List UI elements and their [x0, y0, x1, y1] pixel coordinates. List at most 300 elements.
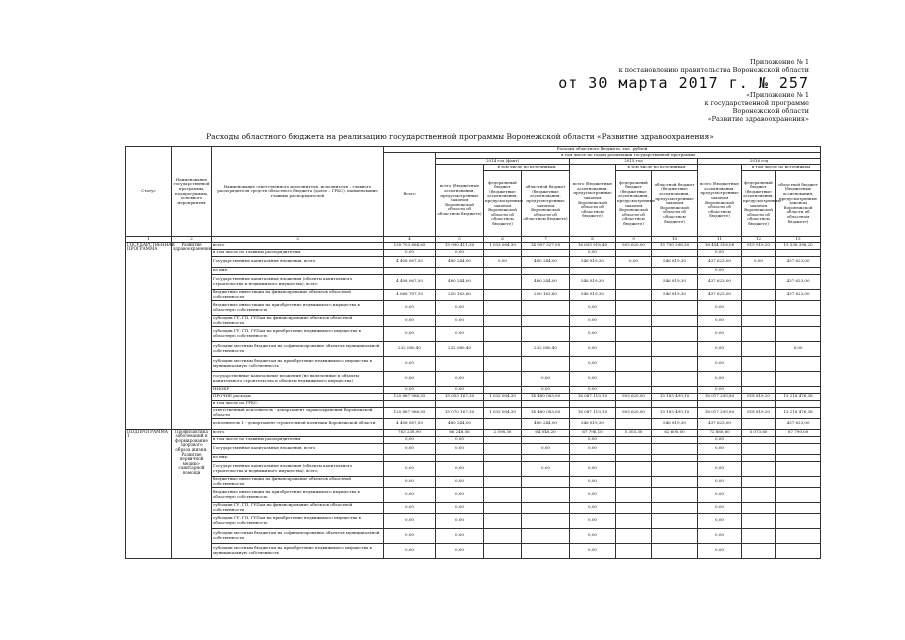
row-value	[522, 528, 570, 543]
table-row	[126, 326, 821, 341]
row-value: 62 600,00	[652, 429, 698, 436]
row-value	[742, 300, 776, 315]
row-value	[776, 400, 821, 407]
row-value: 546 819,30	[570, 274, 616, 289]
table-row	[126, 256, 821, 267]
row-executor: ответственный исполнитель - департамент здравоохранения Воронежской области	[212, 407, 384, 418]
head-2015-regional: областной бюджет (бюджетные ассигнования, предусмотренные законом Воронежской области об областном бюджете)	[652, 171, 698, 237]
row-executor: из них:	[212, 267, 384, 274]
row-executor: Государственные капитальные вложения, всего	[212, 443, 384, 454]
row-value	[698, 454, 742, 461]
row-status: ГОСУДАРСТВЕННАЯ ПРОГРАММА	[126, 242, 172, 429]
row-value: 0,00	[698, 543, 742, 558]
row-value: 0,00	[742, 256, 776, 267]
row-value	[652, 400, 698, 407]
row-value	[484, 326, 522, 341]
row-value: 0,00	[570, 487, 616, 502]
row-value	[484, 543, 522, 558]
head-2015-federal: федеральный бюджет (бюджетные ассигнования, предусмотренные законом Воронежской области об областном бюджете)	[616, 171, 652, 237]
row-program-name: Профилактика заболеваний и формирование здорового образа жизни. Развитие первичной медико-санитарной помощи	[172, 429, 212, 558]
row-value: 0,00	[570, 436, 616, 443]
row-value: 15 730 298,30	[652, 242, 698, 249]
row-value: 0,00	[570, 476, 616, 487]
row-value: 437 623,00	[698, 418, 742, 429]
row-value	[616, 443, 652, 454]
row-value: 0,00	[436, 476, 484, 487]
row-value	[616, 341, 652, 356]
table-row	[126, 502, 821, 513]
row-value: 903 620,00	[616, 407, 652, 418]
column-number: 9	[616, 237, 652, 243]
row-value	[522, 436, 570, 443]
table-row	[126, 513, 821, 528]
row-value	[616, 386, 652, 393]
row-value: 15 538 398,20	[776, 242, 821, 249]
row-value: 0,00	[616, 256, 652, 267]
row-value: 480 244,00	[436, 274, 484, 289]
table-row	[126, 476, 821, 487]
row-value: 0,00	[698, 487, 742, 502]
row-value	[652, 476, 698, 487]
row-value: 0,00	[436, 326, 484, 341]
row-value	[776, 436, 821, 443]
row-value	[776, 249, 821, 256]
row-value: 0,00	[436, 461, 484, 476]
row-value	[616, 513, 652, 528]
table-row	[126, 487, 821, 502]
row-value: 0,00	[384, 371, 436, 386]
row-value: 480 244,00	[522, 274, 570, 289]
row-value: 16 454 318,08	[698, 242, 742, 249]
row-value	[616, 461, 652, 476]
row-value: 0,00	[484, 256, 522, 267]
row-value	[484, 513, 522, 528]
row-executor: ПРОЧИЕ расходы	[212, 393, 384, 400]
row-value: 0,00	[698, 502, 742, 513]
table-row	[126, 267, 821, 274]
table-row	[126, 371, 821, 386]
row-value: 546 819,30	[652, 418, 698, 429]
row-value	[616, 274, 652, 289]
row-value	[652, 267, 698, 274]
table-row	[126, 242, 821, 249]
row-value: 4 408 067,50	[384, 274, 436, 289]
row-value	[384, 267, 436, 274]
row-value: 0,00	[384, 502, 436, 513]
row-value	[742, 249, 776, 256]
row-value	[570, 267, 616, 274]
row-executor: бюджетные инвестиции на финансирование объектов областной собственности	[212, 476, 384, 487]
row-value: 480 244,00	[436, 256, 484, 267]
row-value	[616, 528, 652, 543]
row-value: 67 790,00	[776, 429, 821, 436]
row-value: 0,00	[698, 315, 742, 326]
table-row	[126, 454, 821, 461]
row-value: 437 623,00	[698, 289, 742, 300]
row-value: 546 819,30	[570, 418, 616, 429]
row-value	[776, 371, 821, 386]
row-value	[742, 528, 776, 543]
row-value: 0,00	[776, 341, 821, 356]
row-value: 0,00	[698, 371, 742, 386]
table-row	[126, 274, 821, 289]
row-value: 0,00	[384, 386, 436, 393]
column-number: 3	[212, 237, 384, 243]
row-value	[616, 400, 652, 407]
row-value	[742, 487, 776, 502]
row-value: 0,00	[436, 300, 484, 315]
header-resolution	[619, 66, 809, 74]
row-value: 480 244,00	[436, 418, 484, 429]
row-value	[776, 315, 821, 326]
row-executor: всего	[212, 429, 384, 436]
row-value	[652, 249, 698, 256]
column-number: 6	[484, 237, 522, 243]
row-value: 0,00	[698, 356, 742, 371]
row-value	[616, 300, 652, 315]
row-value: 0,00	[436, 315, 484, 326]
row-value: 14 480 083,00	[522, 393, 570, 400]
row-value: 0,00	[384, 356, 436, 371]
table-row	[126, 386, 821, 393]
column-number: 1	[126, 237, 172, 243]
row-executor: всего	[212, 242, 384, 249]
row-executor: бюджетные инвестиции на финансирование объектов областной собственности	[212, 289, 384, 300]
row-value: 15 218 476,38	[776, 407, 821, 418]
row-value	[742, 315, 776, 326]
row-value: 16 633 918,40	[570, 242, 616, 249]
row-value: 5 073,60	[742, 429, 776, 436]
row-value: 437 623,00	[776, 418, 821, 429]
row-value	[522, 267, 570, 274]
column-number: 2	[172, 237, 212, 243]
row-value	[570, 400, 616, 407]
row-value: 0,00	[698, 249, 742, 256]
row-executor: из них:	[212, 454, 384, 461]
row-value	[776, 487, 821, 502]
table-row	[126, 528, 821, 543]
table-row	[126, 289, 821, 300]
row-value	[776, 326, 821, 341]
row-value: 0,00	[570, 443, 616, 454]
row-executor: в том числе по главным распорядителям	[212, 436, 384, 443]
row-value: 763 238,90	[384, 429, 436, 436]
row-value: 437 623,00	[698, 274, 742, 289]
row-value	[570, 454, 616, 461]
row-value	[776, 528, 821, 543]
row-value	[616, 543, 652, 558]
row-value: 2 598,30	[484, 429, 522, 436]
column-number: 8	[570, 237, 616, 243]
table-row	[126, 393, 821, 400]
row-value	[522, 300, 570, 315]
row-value: 14 957 327,00	[522, 242, 570, 249]
row-value: 16 087 119,10	[570, 393, 616, 400]
row-value	[522, 513, 570, 528]
row-value: 0,00	[436, 502, 484, 513]
row-value: 15 183 499,10	[652, 407, 698, 418]
row-value	[742, 461, 776, 476]
row-executor: бюджетные инвестиции на приобретение недвижимого имущества в областную собственность	[212, 487, 384, 502]
column-number: 12	[742, 237, 776, 243]
row-value	[742, 371, 776, 386]
row-value	[742, 400, 776, 407]
row-value: 0,00	[570, 326, 616, 341]
row-value: 918 819,20	[742, 393, 776, 400]
row-value	[776, 502, 821, 513]
row-value	[522, 454, 570, 461]
row-executor: субсидии ГУ, ГП, ГУПам на приобретение недвижимого имущества в областную собственность	[212, 326, 384, 341]
row-value: 0,00	[698, 443, 742, 454]
row-value	[652, 315, 698, 326]
row-value	[742, 356, 776, 371]
row-value: 232 080,40	[522, 341, 570, 356]
row-value: 5 303,30	[616, 429, 652, 436]
row-value: 16 087 119,10	[570, 407, 616, 418]
row-value	[742, 454, 776, 461]
header-line-1: Приложение № 1	[750, 58, 809, 66]
row-value: 15 990 411,30	[436, 242, 484, 249]
row-value: 0,00	[570, 371, 616, 386]
row-value: 16 017 295,80	[698, 393, 742, 400]
row-executor: бюджетные инвестиции на приобретение недвижимого имущества в областную собственность	[212, 300, 384, 315]
row-executor: субсидии местным бюджетам на софинансирование объектов муниципальной собственности	[212, 341, 384, 356]
row-value	[652, 371, 698, 386]
row-value	[484, 461, 522, 476]
head-executor: Наименование ответственного исполнителя, исполнителя – главного распорядителя средств областного бюджета (далее – ГРБС), наименование главных распорядителей	[212, 147, 384, 237]
head-program-name: Наименование государственной программы, подпрограммы, основного мероприятия	[172, 147, 212, 237]
row-value: 480 244,00	[522, 256, 570, 267]
row-executor: Государственные капитальные вложения (объекты капитального строительства и недвижимого имущества), всего	[212, 461, 384, 476]
row-value: 66 248,56	[436, 429, 484, 436]
row-value	[776, 300, 821, 315]
row-value	[616, 356, 652, 371]
row-value: 0,00	[698, 476, 742, 487]
row-value	[484, 487, 522, 502]
row-value	[522, 400, 570, 407]
row-value	[616, 454, 652, 461]
row-value: 250 163,60	[522, 289, 570, 300]
row-value: 0,00	[436, 528, 484, 543]
row-executor: исполнитель 1 - департамент строительной политики Воронежской области	[212, 418, 384, 429]
row-value	[522, 249, 570, 256]
row-executor: субсидии местным бюджетам на приобретение недвижимого имущества в муниципальную собственность	[212, 356, 384, 371]
row-value: 0,00	[698, 267, 742, 274]
row-value: 0,00	[436, 371, 484, 386]
table-body	[126, 242, 821, 558]
row-value	[742, 543, 776, 558]
row-value: 4 408 067,50	[384, 418, 436, 429]
row-value: 14 480 083,00	[522, 407, 570, 418]
row-value	[776, 543, 821, 558]
row-value: 0,00	[570, 528, 616, 543]
row-value	[616, 267, 652, 274]
header-appendix	[750, 58, 809, 66]
expenses-table	[125, 146, 821, 559]
header-line-3: «Приложение № 1	[746, 91, 809, 99]
header-program-block	[705, 91, 809, 123]
row-value	[616, 502, 652, 513]
column-number: 13	[776, 237, 821, 243]
row-value: 15 218 476,38	[776, 393, 821, 400]
table-row	[126, 436, 821, 443]
row-value	[652, 356, 698, 371]
row-value	[776, 513, 821, 528]
row-value: 0,00	[570, 513, 616, 528]
row-value	[484, 341, 522, 356]
row-value	[522, 502, 570, 513]
row-value	[776, 454, 821, 461]
column-number: 11	[698, 237, 742, 243]
row-value	[742, 341, 776, 356]
head-2015-total: всего (бюджетные ассигнования, предусмотренные законом Воронежской области об областном бюджете)	[570, 165, 616, 237]
row-value: 915 919,20	[742, 242, 776, 249]
row-value: 15 070 167,30	[436, 407, 484, 418]
row-value: 0,00	[522, 371, 570, 386]
row-value	[484, 400, 522, 407]
row-value: 15 183 499,10	[652, 393, 698, 400]
row-value	[652, 502, 698, 513]
row-value: 72 860,60	[698, 429, 742, 436]
row-value	[384, 400, 436, 407]
row-value: 64 040,20	[522, 429, 570, 436]
row-value: 0,00	[698, 386, 742, 393]
row-value	[522, 356, 570, 371]
row-value: 0,00	[384, 315, 436, 326]
table-head	[126, 147, 821, 243]
row-value	[776, 356, 821, 371]
row-value	[522, 315, 570, 326]
row-executor: НИОКР	[212, 386, 384, 393]
row-value	[616, 371, 652, 386]
row-value: 250 163,60	[436, 289, 484, 300]
table-row	[126, 315, 821, 326]
row-value	[484, 300, 522, 315]
row-value	[522, 476, 570, 487]
row-value: 0,00	[436, 386, 484, 393]
table-row	[126, 249, 821, 256]
head-year-2015: 2015 год	[570, 159, 698, 165]
table-row	[126, 341, 821, 356]
row-value: 0,00	[522, 443, 570, 454]
table-row	[126, 300, 821, 315]
row-executor: государственные капитальные вложения (не включенные в объекты капитального строительства и объекты недвижимого имущества)	[212, 371, 384, 386]
row-value: 0,00	[570, 386, 616, 393]
row-executor: субсидии местным бюджетам на софинансирование объектов муниципальной собственности	[212, 528, 384, 543]
row-value: 0,00	[570, 356, 616, 371]
row-executor: в том числе по ГРБС:	[212, 400, 384, 407]
head-2016-sources: в том числе по источникам	[742, 165, 821, 171]
row-executor: субсидии местным бюджетам на приобретение недвижимого имущества в муниципальную собственность	[212, 543, 384, 558]
row-value	[436, 267, 484, 274]
row-status: ПОДПРОГРАММА 1	[126, 429, 172, 558]
row-value	[742, 386, 776, 393]
row-value	[484, 528, 522, 543]
row-value	[616, 476, 652, 487]
row-value: 480 244,00	[522, 418, 570, 429]
row-value	[776, 476, 821, 487]
row-value: 0,00	[522, 461, 570, 476]
row-value	[522, 326, 570, 341]
row-value	[522, 543, 570, 558]
row-value: 903 620,00	[616, 242, 652, 249]
row-value: 0,00	[384, 436, 436, 443]
row-value	[652, 341, 698, 356]
row-value	[616, 289, 652, 300]
row-value: 0,00	[384, 528, 436, 543]
row-value	[742, 502, 776, 513]
row-value	[484, 249, 522, 256]
row-value	[484, 356, 522, 371]
row-value: 0,00	[384, 443, 436, 454]
row-executor: субсидии ГУ, ГП, ГУПам на финансирование объектов областной собственности	[212, 502, 384, 513]
row-value: 0,00	[384, 326, 436, 341]
row-value	[616, 315, 652, 326]
row-value: 0,00	[436, 487, 484, 502]
row-value: 546 819,30	[652, 289, 698, 300]
row-value: 125 887 966,55	[384, 393, 436, 400]
head-status: Статус	[126, 147, 172, 237]
row-value	[652, 443, 698, 454]
head-2014-regional: областной бюджет (бюджетные ассигнования, предусмотренные законом Воронежской области об областном бюджете)	[522, 171, 570, 237]
row-value: 546 819,30	[570, 256, 616, 267]
row-value	[616, 487, 652, 502]
row-value	[484, 289, 522, 300]
head-2014-sources: в том числе по источникам	[484, 165, 570, 171]
row-value: 1 033 084,30	[484, 393, 522, 400]
row-executor: Государственные капитальные вложения (объекты капитального строительства и недвижимого имущества), всего	[212, 274, 384, 289]
head-total: Всего	[384, 153, 436, 237]
row-value: 0,00	[570, 341, 616, 356]
row-program-name: Развитие здравоохранения	[172, 242, 212, 429]
row-value	[742, 326, 776, 341]
row-value	[652, 487, 698, 502]
row-value	[484, 502, 522, 513]
row-value	[742, 274, 776, 289]
row-value: 0,00	[384, 487, 436, 502]
row-value	[384, 454, 436, 461]
row-value: 1 033 084,30	[484, 242, 522, 249]
row-value: 546 819,30	[652, 274, 698, 289]
row-value	[616, 326, 652, 341]
row-value	[776, 386, 821, 393]
head-2016-federal: федеральный бюджет (бюджетные ассигнования, предусмотренные законом Воронежской области об областном бюджете)	[742, 171, 776, 237]
row-value: 0,00	[698, 436, 742, 443]
row-value	[616, 418, 652, 429]
row-value: 0,00	[698, 300, 742, 315]
row-value	[484, 418, 522, 429]
row-value	[742, 436, 776, 443]
row-value	[484, 371, 522, 386]
table-row	[126, 418, 821, 429]
row-value: 15 053 167,30	[436, 393, 484, 400]
row-value: 0,00	[384, 461, 436, 476]
row-value	[742, 513, 776, 528]
row-value: 4 408 067,50	[384, 256, 436, 267]
document-title: Расходы областного бюджета на реализацию государственной программы Воронежской области «Развитие здравоохранения»	[206, 132, 714, 141]
row-value	[652, 454, 698, 461]
head-2015-sources: в том числе по источникам	[616, 165, 698, 171]
row-value: 437 623,00	[776, 256, 821, 267]
row-value: 4 068 787,10	[384, 289, 436, 300]
row-value: 0,00	[384, 476, 436, 487]
row-value	[652, 543, 698, 558]
head-year-2014: 2014 год (факт)	[436, 159, 570, 165]
row-value: 437 623,00	[776, 289, 821, 300]
row-executor: Государственные капитальные вложения, всего	[212, 256, 384, 267]
row-value	[484, 443, 522, 454]
row-value: 0,00	[570, 315, 616, 326]
